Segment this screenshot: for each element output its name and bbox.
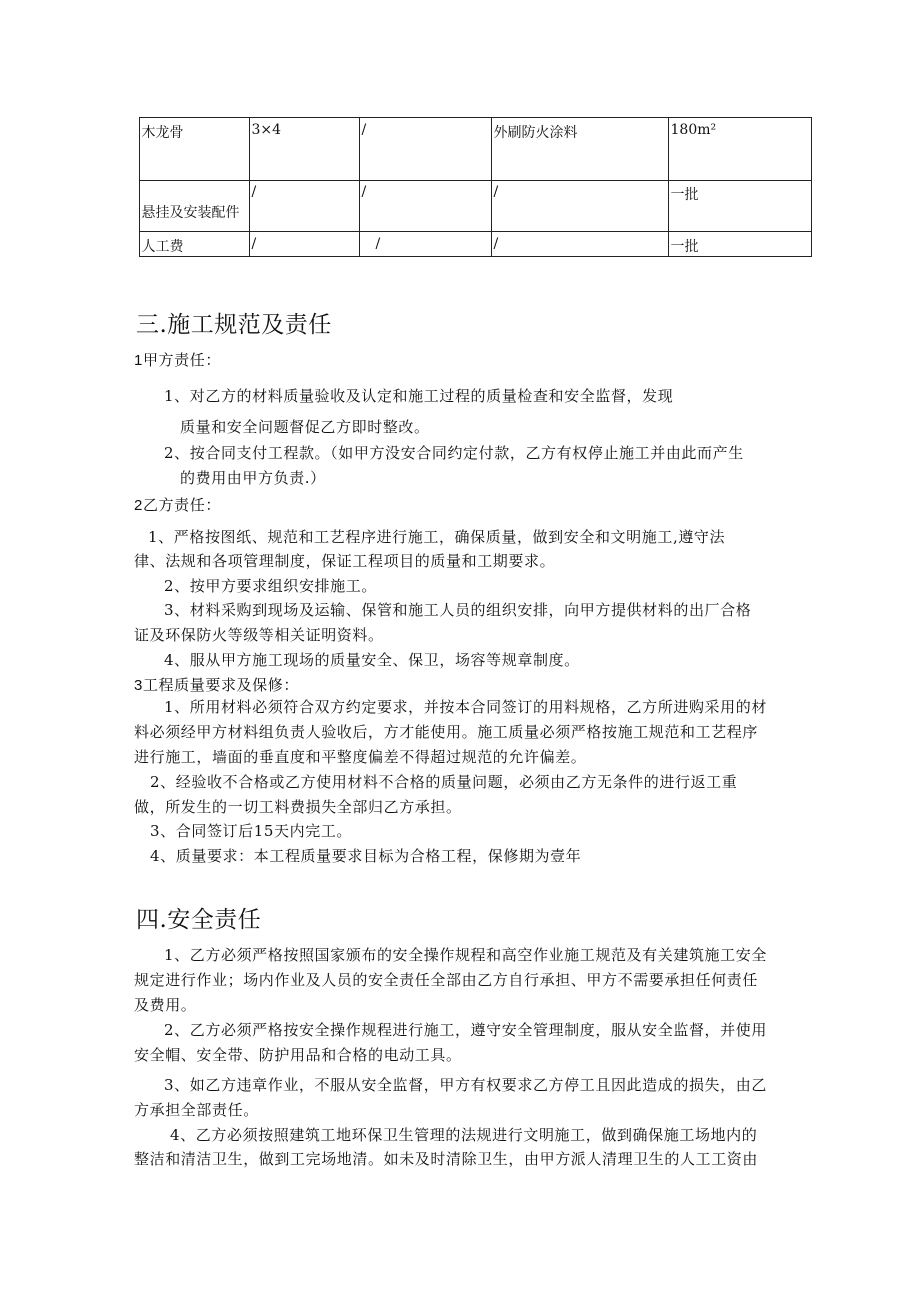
materials-table: [139, 117, 812, 257]
party-a-heading: 1甲方责任：: [134, 352, 221, 369]
paragraph: 质量和安全问题督促乙方即时整改。: [180, 418, 430, 436]
quality-heading: 3工程质量要求及保修：: [134, 677, 299, 694]
paragraph: 料必须经甲方材料组负责人验收后，方才能使用。施工质量必须严格按施工规范和工艺程序: [134, 723, 759, 741]
cell-col3: /: [360, 118, 492, 181]
cell-note: /: [492, 232, 669, 257]
paragraph: 4、乙方必须按照建筑工地环保卫生管理的法规进行文明施工，做到确保施工场地内的: [170, 1126, 758, 1144]
paragraph: 4、质量要求：本工程质量要求目标为合格工程，保修期为壹年: [150, 847, 582, 865]
paragraph: 4、服从甲方施工现场的质量安全、保卫，场容等规章制度。: [164, 651, 580, 669]
cell-qty: 一批: [669, 181, 812, 232]
cell-qty: 180m²: [669, 118, 812, 181]
paragraph: 3、如乙方违章作业，不服从安全监督，甲方有权要求乙方停工且因此造成的损失，由乙: [164, 1076, 767, 1094]
paragraph: 1、对乙方的材料质量验收及认定和施工过程的质量检查和安全监督，发现: [164, 387, 674, 405]
paragraph: 2、按合同支付工程款。（如甲方没安合同约定付款，乙方有权停止施工并由此而产生: [164, 444, 744, 462]
paragraph: 进行施工，墙面的垂直度和平整度偏差不得超过规范的允许偏差。: [134, 748, 587, 766]
paragraph: 做，所发生的一切工料费损失全部归乙方承担。: [134, 798, 462, 816]
cell-note: 外刷防火涂料: [492, 118, 669, 181]
paragraph: 证及环保防火等级等相关证明资料。: [134, 626, 384, 644]
paragraph: 3、合同签订后15天内完工。: [150, 822, 353, 840]
section-3-title: 三.施工规范及责任: [136, 312, 332, 338]
paragraph: 方承担全部责任。: [134, 1101, 259, 1119]
paragraph: 及费用。: [134, 996, 197, 1014]
cell-spec: /: [250, 181, 360, 232]
paragraph: 规定进行作业；场内作业及人员的安全责任全部由乙方自行承担、甲方不需要承担任何责任: [134, 971, 759, 989]
table-row: [140, 232, 812, 257]
table-row: [140, 181, 812, 232]
paragraph: 1、所用材料必须符合双方约定要求，并按本合同签订的用料规格，乙方所进购采用的材: [164, 698, 767, 716]
paragraph: 2、乙方必须严格按安全操作规程进行施工，遵守安全管理制度，服从安全监督，并使用: [164, 1021, 767, 1039]
cell-spec: 3×4: [250, 118, 360, 181]
paragraph: 2、按甲方要求组织安排施工。: [164, 577, 377, 595]
paragraph: 的费用由甲方负责.）: [180, 469, 326, 487]
party-b-heading: 2乙方责任：: [134, 497, 221, 514]
cell-col3: /: [360, 181, 492, 232]
cell-note: /: [492, 181, 669, 232]
paragraph: 2、经验收不合格或乙方使用材料不合格的质量问题，必须由乙方无条件的进行返工重: [150, 773, 738, 791]
table-row: [140, 118, 812, 181]
paragraph: 1、严格按图纸、规范和工艺程序进行施工，确保质量，做到安全和文明施工,遵守法: [148, 528, 726, 546]
paragraph: 律、法规和各项管理制度，保证工程项目的质量和工期要求。: [134, 552, 556, 570]
cell-qty: 一批: [669, 232, 812, 257]
cell-name: 悬挂及安装配件: [140, 181, 250, 232]
paragraph: 整洁和清洁卫生，做到工完场地清。如未及时清除卫生，由甲方派人清理卫生的人工工资由: [134, 1150, 759, 1168]
paragraph: 安全帽、安全带、防护用品和合格的电动工具。: [134, 1046, 462, 1064]
cell-name: 木龙骨: [140, 118, 250, 181]
cell-col3: /: [360, 232, 492, 257]
paragraph: 3、材料采购到现场及运输、保管和施工人员的组织安排，向甲方提供材料的出厂合格: [164, 601, 752, 619]
cell-name: 人工费: [140, 232, 250, 257]
section-4-title: 四.安全责任: [136, 907, 262, 933]
cell-spec: /: [250, 232, 360, 257]
paragraph: 1、乙方必须严格按照国家颁布的安全操作规程和高空作业施工规范及有关建筑施工安全: [164, 946, 767, 964]
